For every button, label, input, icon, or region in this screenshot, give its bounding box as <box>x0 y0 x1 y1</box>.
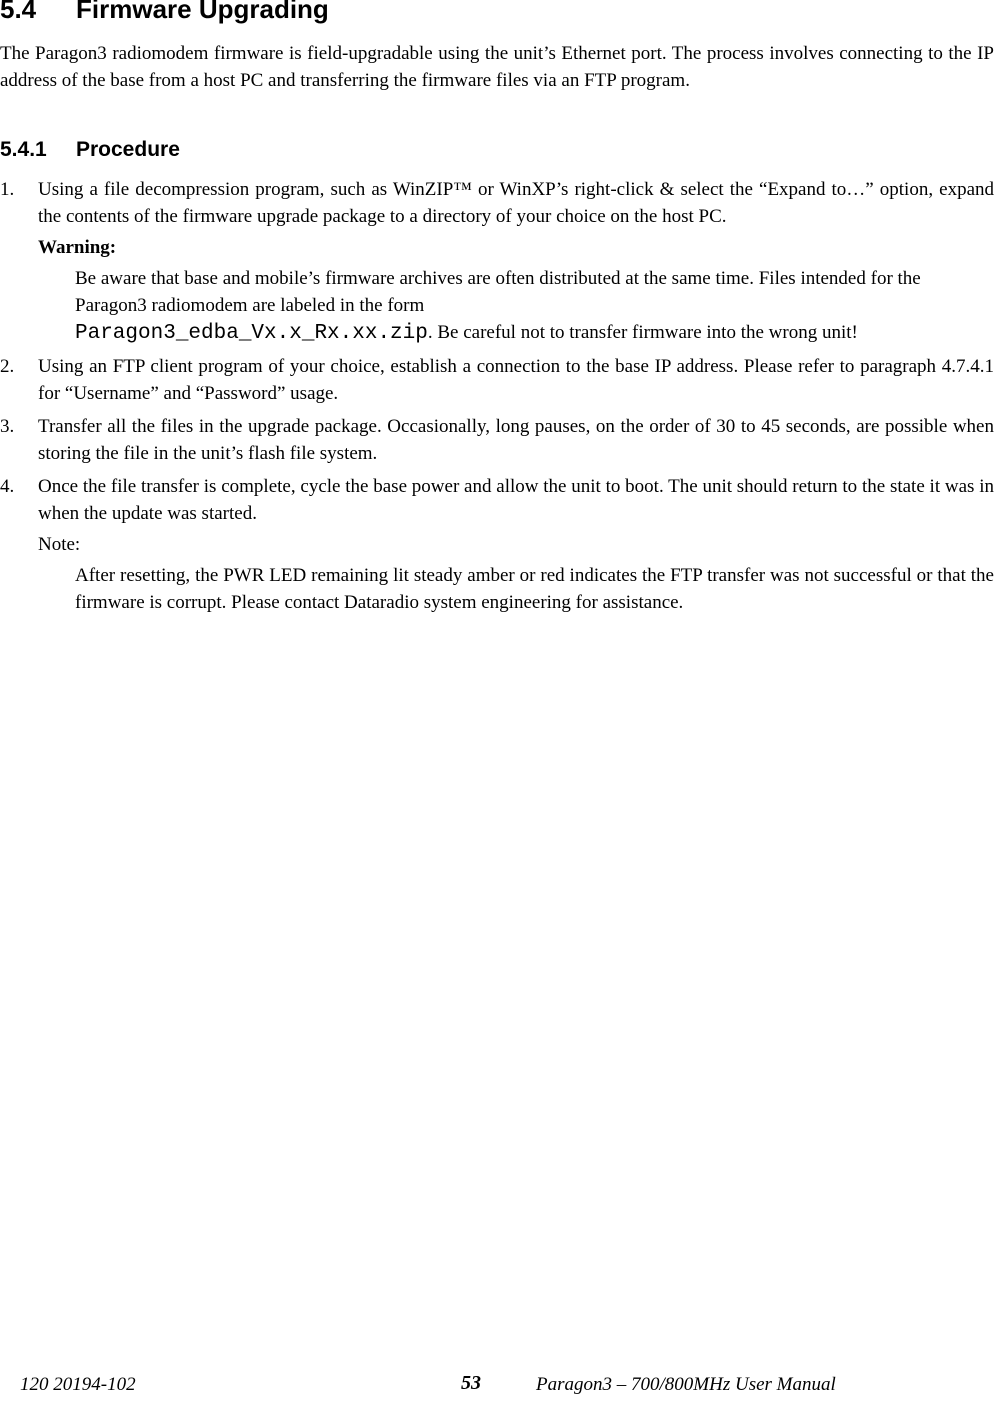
note-label: Note: <box>38 534 81 555</box>
footer-manual-title: Paragon3 – 700/800MHz User Manual <box>536 1374 836 1395</box>
warning-text-part-2: . Be careful not to transfer firmware into the wrong unit! <box>427 322 858 343</box>
footer-doc-number: 120 20194-102 <box>20 1374 136 1395</box>
procedure-steps <box>0 176 994 622</box>
step-item <box>0 353 994 407</box>
subsection-heading <box>0 138 180 162</box>
subsection-number: 5.4.1 <box>0 138 47 161</box>
section-number: 5.4 <box>0 0 37 24</box>
step-item <box>0 176 994 347</box>
step-text: Using a file decompression program, such as WinZIP™ or WinXP’s right-click & select the “Expand to…” option, expand the contents of the firmware upgrade package to a directory of your choice on the host PC. <box>38 179 994 227</box>
step-text: Transfer all the files in the upgrade package. Occasionally, long pauses, on the order of 30 to 45 seconds, are possible when storing the file in the unit’s flash file system. <box>38 416 994 464</box>
subsection-title: Procedure <box>76 138 180 161</box>
warning-text <box>38 265 994 347</box>
footer-page-number: 53 <box>461 1372 481 1394</box>
note-text: After resetting, the PWR LED remaining lit steady amber or red indicates the FTP transfer was not successful or that the firmware is corrupt. Please contact Dataradio system engineering for assistance. <box>75 565 994 613</box>
step-text: Using an FTP client program of your choice, establish a connection to the base IP address. Please refer to paragraph 4.7.4.1 for “Username” and “Password” usage. <box>38 356 994 404</box>
intro-paragraph: The Paragon3 radiomodem firmware is field-upgradable using the unit’s Ethernet port. The process involves connecting to the IP address of the base from a host PC and transferring the firmware files via an FTP program. <box>0 43 994 91</box>
step-item <box>0 413 994 467</box>
section-heading <box>0 0 329 25</box>
warning-filename: Paragon3_edba_Vx.x_Rx.xx.zip <box>75 322 428 345</box>
step-number: 1. <box>0 179 15 200</box>
step-text: Once the file transfer is complete, cycle the base power and allow the unit to boot. The unit should return to the state it was in when the update was started. <box>38 476 994 524</box>
section-title: Firmware Upgrading <box>76 0 329 24</box>
step-number: 2. <box>0 356 15 377</box>
warning-text-part-1: Be aware that base and mobile’s firmware archives are often distributed at the same time. Files intended for the Paragon3 radiomodem are labeled in the form <box>75 268 921 316</box>
step-number: 3. <box>0 416 15 437</box>
step-number: 4. <box>0 476 15 497</box>
warning-label: Warning: <box>38 237 117 258</box>
step-item <box>0 473 994 616</box>
